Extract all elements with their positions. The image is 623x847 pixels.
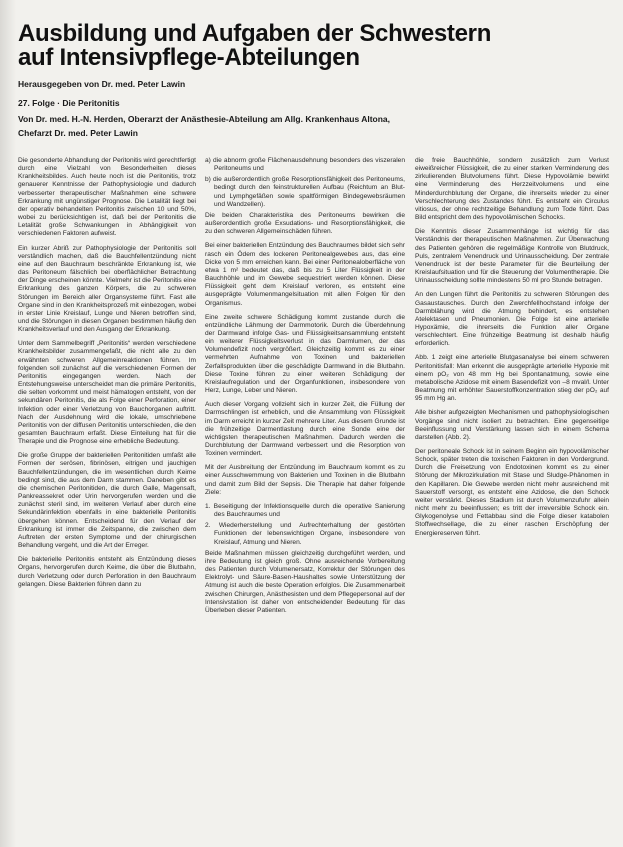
- paragraph: Mit der Ausbreitung der Entzündung im Bauchraum kommt es zu einer Ausschwemmung von Bakterien und Toxinen in die Blutbahn und damit zum Bild der Sepsis. Die Therapie hat daher folgende Ziele:: [205, 464, 405, 496]
- paragraph: Beide Maßnahmen müssen gleichzeitig durchgeführt werden, und ihre Bedeutung ist gleich groß. Ohne ausreichende Vorbereitung des Patienten durch Volumenersatz, Korrektur der Störungen des Elektrolyt- und Säure-Basen-Haushaltes sowie Unterstützung der Atmung ist auch die beste Operation erfolglos. Die Zusammenarbeit zwischen Chirurgen, Anästhesisten und dem Pflegepersonal auf der Intensivstation ist daher von entscheidender Bedeutung für das Überleben dieser Patienten.: [205, 549, 405, 614]
- text-column-1: [18, 157, 196, 595]
- paragraph: Alle bisher aufgezeigten Mechanismen und pathophysiologischen Vorgänge sind nicht isoliert zu betrachten. Eine gegenseitige Beeinflussung und Verstärkung lassen sich in einem Schema darstellen (Abb. 2).: [415, 409, 609, 441]
- authors-line: Von Dr. med. H.-N. Herden, Oberarzt der Anästhesie-Abteilung am Allg. Krankenhaus Altona,: [18, 114, 391, 124]
- paragraph: Die große Gruppe der bakteriellen Peritonitiden umfaßt alle Formen der serösen, fibrinösen, eitrigen und jauchigen Bauchfellentzündungen, die im wesentlichen durch Keime bedingt sind, die aus dem Darm stammen. Daneben gibt es die chemischen Peritonitiden, die durch Galle, Magensaft, Pankreassekret oder Urin hervorgerufen werden und die zunächst steril sind, im weiteren Verlauf aber durch eine Sekundärinfektion ebenfalls in eine bakterielle Peritonitis übergehen können. Entscheidend für den Verlauf der Erkrankung ist immer die Zeitspanne, die zwischen dem Auftreten der ersten Symptome und der chirurgischen Behandlung vergeht, und die Art der Erreger.: [18, 452, 196, 550]
- page-title: [18, 22, 608, 70]
- series-line: 27. Folge · Die Peritonitis: [18, 98, 120, 108]
- paragraph: Die Kenntnis dieser Zusammenhänge ist wichtig für das Verständnis der therapeutischen Maßnahmen. Zur Überwachung des Patienten gehören die regelmäßige Kontrolle von Blutdruck, Puls, zentralem Venendruck und Urinausscheidung. Der zentrale Venendruck ist der beste Parameter für die Beurteilung der Kreislaufsituation und für die Steuerung der Volumentherapie. Die Urinausscheidung sollte mindestens 50 ml pro Stunde betragen.: [415, 228, 609, 285]
- list-item-a: a) die abnorm große Flächenausdehnung besonders des viszeralen Peritoneums und: [205, 157, 405, 173]
- paragraph: Ein kurzer Abriß zur Pathophysiologie der Peritonitis soll verständlich machen, daß die Bauchfellentzündung nicht eine auf den Bauchraum beschränkte Erkrankung ist, wie das Peritoneum fälschlich bei oberflächlicher Betrachtung der Dinge erscheinen könnte. Vielmehr ist die Peritonitis eine Erkrankung des ganzen Körpers, die zu schweren Störungen im Bereich aller Organsysteme führt. Fast alle Organe sind in den Krankheitsprozeß mit einbezogen, wobei in erster Linie Kreislauf, Lunge und Nieren betroffen sind, und die Störungen in diesen Organen bestimmen häufig den Krankheitsverlauf und den Ausgang der Erkrankung.: [18, 244, 197, 334]
- paragraph: Unter dem Sammelbegriff „Peritonitis“ werden verschiedene Krankheitsbilder zusammengefaßt, die nicht alle zu den erwähnten schweren Allgemeinreaktionen führen. Im folgenden soll zunächst auf die verschiedenen Formen der Peritonitis eingegangen werden. Nach der Entstehungsweise unterscheidet man die primäre Peritonitis, die selten vorkommt und meist hämatogen entsteht, von der sekundären Peritonitis, die als Folge einer Perforation, einer Infektion oder einer Verletzung von Bauchorganen auftritt. Nach der Ausdehnung wird die lokale, umschriebene Peritonitis von der diffusen Peritonitis unterschieden, die den gesamten Bauchraum erfaßt. Diese Einteilung hat für die Therapie und die Prognose eine erhebliche Bedeutung.: [18, 340, 196, 446]
- list-item-1: 1. Beseitigung der Infektionsquelle durch die operative Sanierung des Bauchraumes und: [205, 502, 405, 519]
- chief-line: Chefarzt Dr. med. Peter Lawin: [18, 128, 138, 138]
- paragraph: Die gesonderte Abhandlung der Peritonitis wird gerechtfertigt durch eine Vielzahl von Besonderheiten dieses Krankheitsbildes. Auch heute noch ist die Peritonitis, trotz genauerer Kenntnisse der Pathophysiologie und dadurch verbesserter therapeutischer Maßnahmen eine schwere Erkrankung mit ungünstiger Prognose. Die Letalität liegt bei der operativ behandelten Peritonitis zwischen 10 und 50%, wobei zu berücksichtigen ist, daß bei der Peritonitis die Letalität große Schwankungen in Abhängigkeit von verschiedenen Faktoren aufweist.: [18, 157, 196, 238]
- paragraph: Abb. 1 zeigt eine arterielle Blutgasanalyse bei einem schweren Peritonitisfall: Man erkennt die ausgeprägte arterielle Hypoxie mit einem pO₂ von 48 mm Hg bei Spontanatmung, sowie eine metabolische Azidose mit einem Basendefizit von –8 mval/l. Unter Beatmung mit erhöhter Sauerstoffkonzentration stieg der pO₂ auf 95 mm Hg an.: [415, 354, 609, 403]
- list-item-2: 2. Wiederherstellung und Aufrechterhaltung der gestörten Funktionen der lebenswichtigen Organe, insbesondere von Kreislauf, Atmung und Nieren.: [205, 522, 405, 546]
- paragraph: Auch dieser Vorgang vollzieht sich in kurzer Zeit, die Füllung der Darmschlingen ist erheblich, und die Ansammlung von Flüssigkeit im Darm erreicht in kurzer Zeit mehrere Liter. Aus diesem Grunde ist die frühzeitige Darmentlastung durch eine Sonde eine der wichtigsten therapeutischen Maßnahmen. Dadurch werden die Durchblutung der Darmwand verbessert und die Resorption von Toxinen vermindert.: [205, 401, 405, 458]
- paragraph: Der peritoneale Schock ist in seinem Beginn ein hypovolämischer Schock, später treten die toxischen Faktoren in den Vordergrund. Durch die Freisetzung von Endotoxinen kommt es zu einer Störung der Mikrozirkulation mit Stase und Sludge-Phänomen in den Kapillaren. Die Gewebe werden nicht mehr ausreichend mit Sauerstoff versorgt, es entsteht eine Azidose, die den Schock weiter verstärkt. Dieses Stadium ist durch Volumenzufuhr allein nicht mehr zu beeinflussen; es tritt der irreversible Schock ein. Glykogenolyse und Fettabbau sind die Folge dieser katabolen Stoffwechsellage, die zu einer raschen Erschöpfung der Energiereserven führt.: [415, 448, 609, 537]
- paragraph: Eine zweite schwere Schädigung kommt zustande durch die entzündliche Lähmung der Darmmotorik. Durch die Überdehnung der Darmwand infolge Gas- und Flüssigkeitsansammlung entsteht ein weiterer Flüssigkeitsverlust in das Darmlumen, der das Volumendefizit noch vergrößert. Gleichzeitig kommt es zu einer vermehrten Aufnahme von Toxinen und bakteriellen Zerfallsprodukten über die geschädigte Darmwand in die Blutbahn. Diese Toxine führen zu einer weiteren Schädigung der Kreislaufregulation und der Organfunktionen, insbesondere von Herz, Lunge, Leber und Nieren.: [205, 313, 405, 395]
- list-item-b: b) die außerordentlich große Resorptionsfähigkeit des Peritoneums, bedingt durch den feinstrukturellen Aufbau (Reichtum an Blut- und Lymphgefäßen sowie spaltförmigen Bindegewebsräumen und Wandzellen).: [205, 176, 405, 208]
- text-column-2: [205, 157, 405, 621]
- paragraph: Die bakterielle Peritonitis entsteht als Entzündung dieses Organs, hervorgerufen durch Keime, die über die Blutbahn, durch Verletzung oder durch Perforation in den Bauchraum gelangen. Diese Bakterien führen dann zu: [18, 556, 196, 588]
- paragraph: Die beiden Charakteristika des Peritoneums bewirken die außerordentlich große Exsudations- und Resorptionsfähigkeit, die zu den schweren Allgemeinschäden führen.: [205, 211, 405, 236]
- page-edge-shadow: [0, 0, 16, 847]
- paragraph: die freie Bauchhöhle, sondern zusätzlich zum Verlust eiweißreicher Flüssigkeit, die zu einer starken Verminderung des zirkulierenden Blutvolumens führt. Diese Hypovolämie bewirkt eine Verminderung des Herzzeitvolumens und eine Minderdurchblutung der Organe, die ihrerseits wieder zu einer Verschlechterung des Zustandes führt. Es entsteht ein Circulus vitiosus, der ohne rechtzeitige Behandlung zum Tode führt. Das Bild entspricht dem des hypovolämischen Schocks.: [415, 157, 609, 222]
- editor-line: Herausgegeben von Dr. med. Peter Lawin: [18, 79, 186, 89]
- paragraph: An den Lungen führt die Peritonitis zu schweren Störungen des Gasaustausches. Durch den Zwerchfellhochstand infolge der Darmblähung wird die Atmung behindert, es entstehen Atelektasen und Pneumonien. Die Folge ist eine arterielle Hypoxämie, die ihrerseits die Funktion aller Organe verschlechtert. Eine frühzeitige Beatmung ist deshalb häufig erforderlich.: [415, 291, 609, 348]
- title-line-2: auf Intensivpflege-Abteilungen: [18, 44, 360, 71]
- title-line-1: Ausbildung und Aufgaben der Schwestern: [18, 20, 492, 47]
- text-column-3: [415, 157, 609, 544]
- paragraph: Bei einer bakteriellen Entzündung des Bauchraumes bildet sich sehr rasch ein Ödem des lockeren Peritonealgewebes aus, das eine Dicke von 5 mm erreichen kann. Bei einer Peritonealoberfläche von etwa 1 m² bedeutet das, daß bis zu 5 Liter Flüssigkeit in der Bauchhöhle und im Gewebe sequestriert werden können. Diese Flüssigkeit geht dem Kreislauf verloren, es entsteht eine ausgeprägte Volumenmangelsituation mit allen Folgen für den Organismus.: [205, 242, 405, 307]
